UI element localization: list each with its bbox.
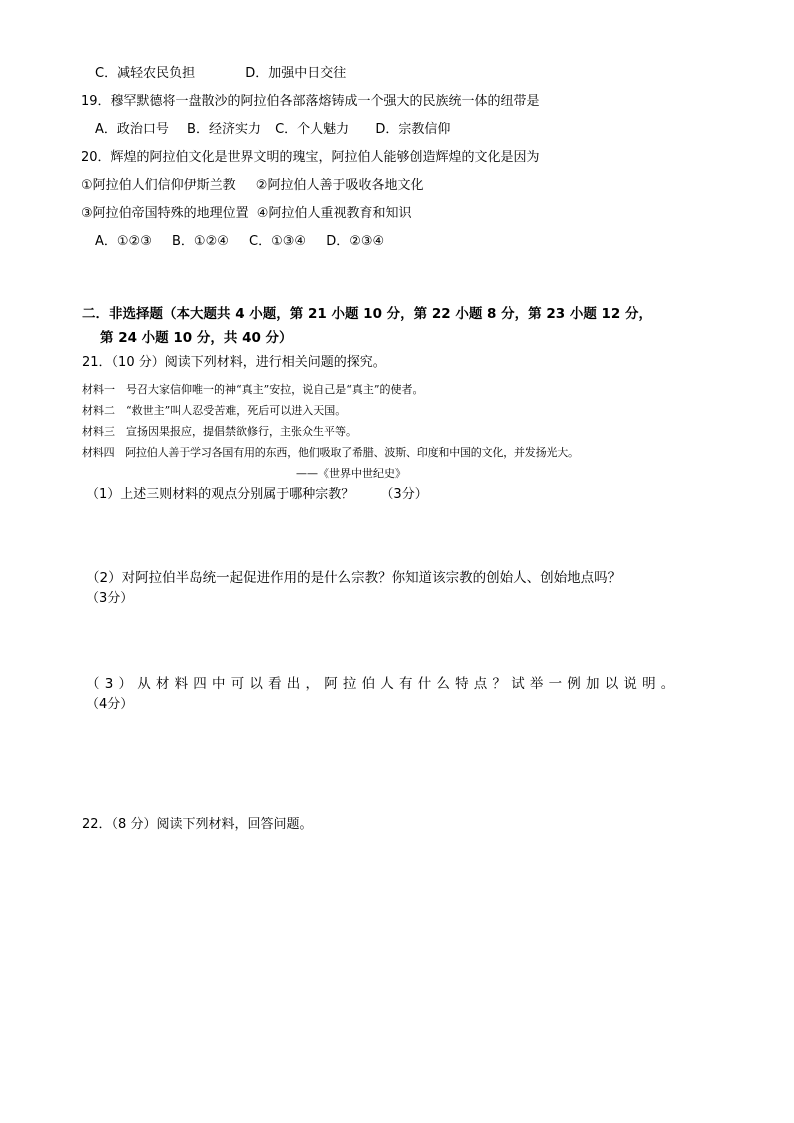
section2-heading-line-1: 二．非选择题（本大题共 4 小题，第 21 小题 10 分，第 22 小题 8 分，第 23 小题 12 分， xyxy=(82,306,653,322)
q20-option-b: B．①②④ xyxy=(172,234,229,249)
q18-option-c: C．减轻农民负担 xyxy=(95,66,196,81)
q21-sub3-line-2: （4分） xyxy=(86,697,134,712)
q21-material-3: 材料三 宣扬因果报应，提倡禁欲修行，主张众生平等。 xyxy=(82,425,357,438)
q21-sub1 xyxy=(86,487,428,503)
q20-item-1: ①阿拉伯人们信仰伊斯兰教 xyxy=(81,178,236,193)
q20-option-c: C．①③④ xyxy=(249,234,307,249)
q21-sub3-line-1: （3）从材料四中可以看出，阿拉伯人有什么特点？试举一例加以说明。 xyxy=(86,676,680,692)
q20-item-3: ③阿拉伯帝国特殊的地理位置 xyxy=(81,206,249,221)
q19-option-d: D．宗教信仰 xyxy=(375,122,451,137)
q19-options-row xyxy=(95,122,450,138)
q19-option-a: A．政治口号 xyxy=(95,122,169,137)
q18-option-d: D．加强中日交往 xyxy=(245,66,347,81)
q21-material-2: 材料二 “救世主”叫人忍受苦难，死后可以进入天国。 xyxy=(82,404,347,417)
q21-material-4: 材料四 阿拉伯人善于学习各国有用的东西，他们吸取了希腊、波斯、印度和中国的文化，并发扬光大。 xyxy=(82,446,579,459)
q20-item-2: ②阿拉伯人善于吸收各地文化 xyxy=(255,178,424,193)
q20-items-row-2 xyxy=(81,206,411,222)
q21-sub1-score: （3分） xyxy=(380,487,428,502)
q21-sub1-text: （1）上述三则材料的观点分别属于哪种宗教？ xyxy=(86,487,355,502)
q20-stem: 20．辉煌的阿拉伯文化是世界文明的瑰宝，阿拉伯人能够创造辉煌的文化是因为 xyxy=(81,150,540,165)
q19-option-b: B．经济实力 xyxy=(187,122,261,137)
q19-option-c: C．个人魅力 xyxy=(275,122,350,137)
q21-stem: 21．（10 分）阅读下列材料，进行相关问题的探究。 xyxy=(82,355,386,370)
q20-option-d: D．②③④ xyxy=(326,234,385,249)
q20-item-4: ④阿拉伯人重视教育和知识 xyxy=(256,206,412,221)
q18-options-row xyxy=(95,66,346,82)
q21-source: ——《世界中世纪史》 xyxy=(296,467,406,480)
q21-sub2-line-2: （3分） xyxy=(86,591,134,606)
q19-stem: 19．穆罕默德将一盘散沙的阿拉伯各部落熔铸成一个强大的民族统一体的纽带是 xyxy=(81,94,540,109)
q21-sub2-line-1: （2）对阿拉伯半岛统一起促进作用的是什么宗教？你知道该宗教的创始人、创始地点吗？ xyxy=(86,570,622,586)
q20-items-row-1 xyxy=(81,178,423,194)
q21-material-1: 材料一 号召大家信仰唯一的神“真主”安拉，说自己是“真主”的使者。 xyxy=(82,383,424,396)
q20-options-row xyxy=(95,234,384,250)
q22-stem: 22．（8 分）阅读下列材料，回答问题。 xyxy=(82,817,313,832)
q20-option-a: A．①②③ xyxy=(95,234,152,249)
section2-heading-line-2: 第 24 小题 10 分，共 40 分） xyxy=(100,330,293,346)
